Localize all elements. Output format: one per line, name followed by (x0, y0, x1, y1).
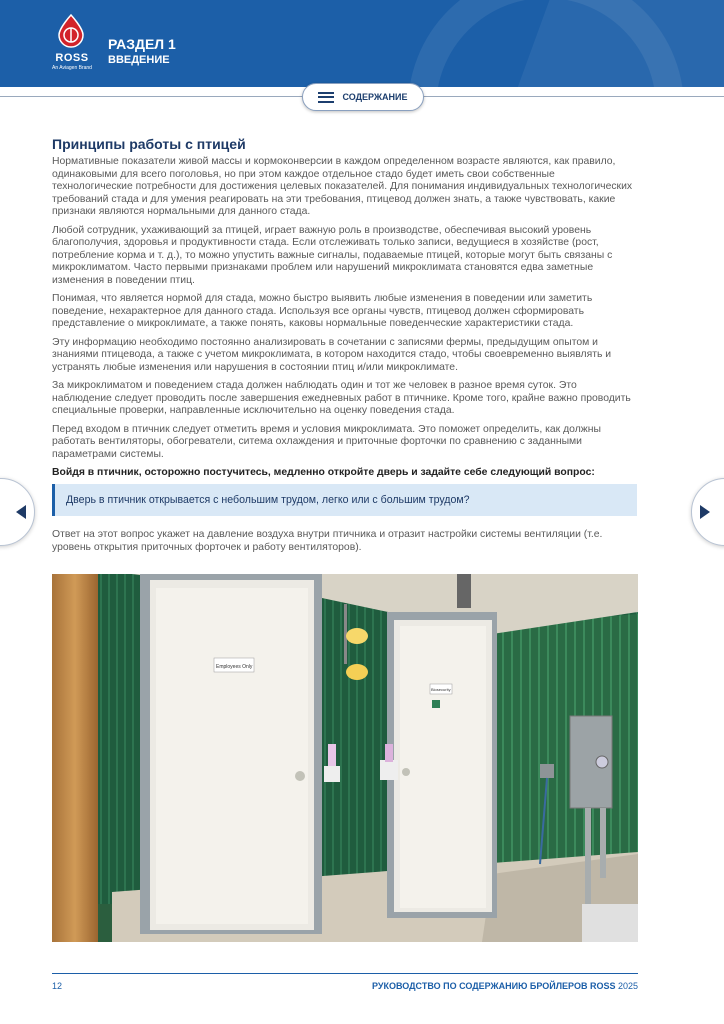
section-title: РАЗДЕЛ 1 (108, 36, 176, 52)
logo-text: ROSS (55, 52, 89, 64)
paragraph: За микроклиматом и поведением стада должен наблюдать один и тот же человек в разное время суток. Это наблюдение следует проводить после завершения ежедневных работ в птичнике. Кроме того, крайне важно проводить специальные проверки, направленные исключительно на оценку поведения стада. (52, 380, 631, 416)
door-sign-1: Employees Only (216, 664, 253, 670)
bold-instruction: Войдя в птичник, осторожно постучитесь, медленно откройте дверь и задайте себе следующий вопрос: (52, 467, 595, 478)
section-heading: Принципы работы с птицей (52, 136, 246, 152)
logo-subtext: An Aviagen Brand (52, 65, 92, 71)
ross-drop-logo-icon (56, 14, 86, 48)
contents-button-label: СОДЕРЖАНИЕ (342, 92, 408, 102)
guide-title: РУКОВОДСТВО ПО СОДЕРЖАНИЮ БРОЙЛЕРОВ ROSS (372, 981, 616, 991)
ross-logo (50, 14, 94, 78)
contents-button[interactable] (302, 83, 424, 111)
next-page-button[interactable] (691, 478, 724, 546)
guide-year: 2025 (617, 981, 638, 991)
page-header (0, 0, 724, 87)
footer-divider (52, 973, 638, 974)
page-number: 12 (52, 981, 63, 991)
poultry-house-doors-photo (52, 574, 638, 942)
paragraph: Понимая, что является нормой для стада, можно быстро выявить любые изменения в поведении или заметить поведение, нехарактерное для данного стада. Используя все органы чувств, птицевод должен сформировать представление о микроклимате, а также понять, каковы нормальные поведенческие характеристики стада. (52, 293, 593, 329)
paragraph: Любой сотрудник, ухаживающий за птицей, играет важную роль в производстве, обеспечивая высокий уровень благополучия, здоровья и продуктивности стада. Если отслеживать только записи, ведущиеся в хозяйстве (рост, потребление корма и т. д.), то можно упустить важные сигналы, подаваемые птицей, которые могут быть связаны с микроклиматом. Часто первыми признаками проблем или нарушений микроклимата становятся едва заметные изменения в поведении птиц. (52, 224, 613, 286)
menu-icon (318, 92, 334, 103)
callout-text: Дверь в птичник открывается с небольшим трудом, легко или с большим трудом? (66, 494, 470, 506)
previous-page-button[interactable] (0, 478, 35, 546)
answer-paragraph: Ответ на этот вопрос укажет на давление воздуха внутри птичника и отразит настройки системы вентиляции (т.е. уровень открытия приточных форточек и работу вентиляторов). (52, 529, 603, 553)
chevron-right-icon (700, 505, 710, 519)
paragraph: Эту информацию необходимо постоянно анализировать в сочетании с записями фермы, предыдущим опытом и знаниями птицевода, а также с учетом микроклимата, в котором находится стадо, чтобы своевременно выявлять и устранять любые изменения или нарушения в состоянии птиц и/или микроклимате. (52, 336, 612, 373)
body-text (52, 156, 638, 486)
door-sign-2: Biosecurity (431, 687, 451, 692)
chevron-left-icon (16, 505, 26, 519)
photo-illustration (52, 574, 638, 942)
paragraph: Перед входом в птичник следует отметить время и условия микроклимата. Это поможет определить, как должны работать вентиляторы, обогреватели, ситема охлаждения и приточные форточки по сравнению с заданными параметрами системы. (52, 423, 601, 460)
callout-question (52, 484, 637, 516)
footer-title (372, 981, 638, 991)
paragraph: Нормативные показатели живой массы и кормоконверсии в каждом определенном возрасте являются, как правило, одинаковыми для всего поголовья, но при этом каждое отдельное стадо будет иметь свои собственные технологические потребности для достижения целевых показателей. Для понимания индивидуальных технологических требований стада и для умения реагировать на эти требования, птицевод должен знать, а также чувствовать, какие признаки являются нормальными для данного стада. (52, 156, 633, 217)
section-subtitle: ВВЕДЕНИЕ (108, 54, 170, 66)
